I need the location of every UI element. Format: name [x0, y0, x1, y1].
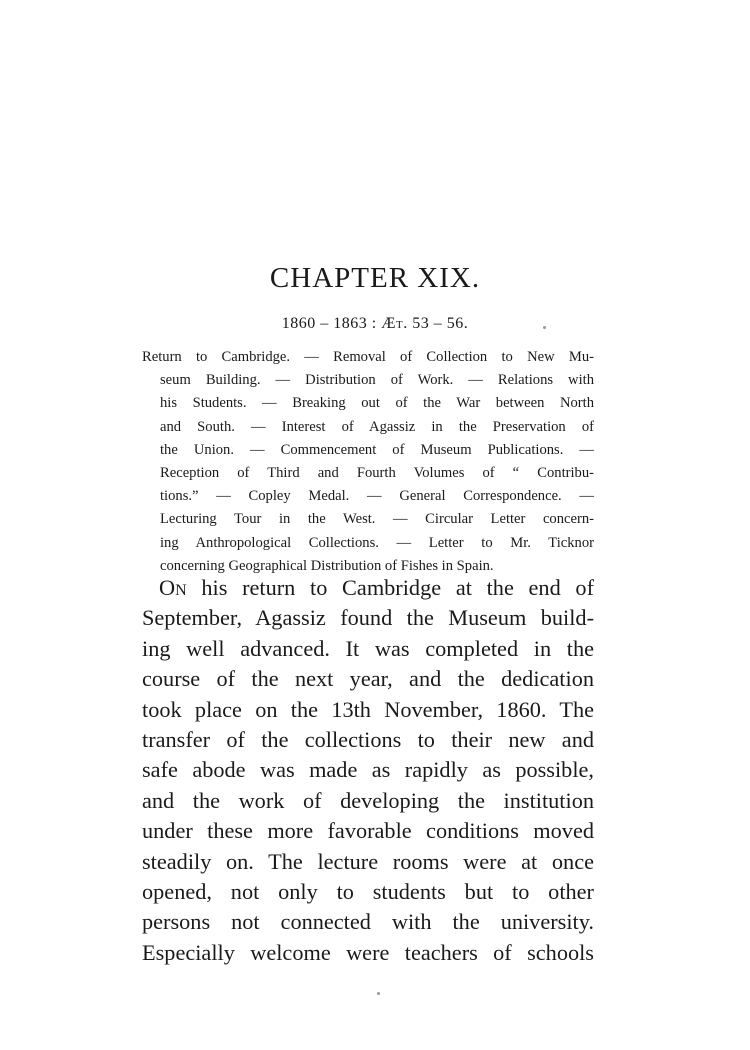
drop-word: On: [159, 575, 187, 600]
body-line: safe abode was made as rapidly as possible,: [142, 757, 594, 783]
summary-line: the Union. — Commencement of Museum Publications. —: [160, 441, 594, 458]
summary-line: Reception of Third and Fourth Volumes of “ Contribu-: [160, 465, 594, 482]
chapter-title: CHAPTER XIX.: [269, 262, 481, 294]
body-line: September, Agassiz found the Museum build-: [142, 605, 594, 631]
summary-line: Lecturing Tour in the West. — Circular Letter concern-: [160, 511, 594, 528]
paper-speck: [377, 992, 380, 995]
body-line: persons not connected with the university.: [142, 909, 594, 935]
body-line: course of the next year, and the dedication: [142, 666, 594, 692]
body-line: ing well advanced. It was completed in the: [142, 635, 594, 661]
body-line: steadily on. The lecture rooms were at once: [142, 848, 594, 874]
aet-label: Æt.: [381, 315, 408, 332]
body-line: took place on the 13th November, 1860. The: [142, 696, 594, 722]
summary-line: concerning Geographical Distribution of Fishes in Spain.: [160, 557, 494, 574]
summary-line: Return to Cambridge. — Removal of Collection to New Mu-: [142, 349, 594, 365]
paper-speck: [543, 326, 546, 329]
body-line: under these more favorable conditions moved: [142, 818, 594, 844]
chapter-years: 1860 – 1863 :: [281, 315, 377, 332]
summary-line: ing Anthropological Collections. — Letter to Mr. Ticknor: [160, 534, 594, 551]
chapter-date-range: [0, 315, 750, 333]
chapter-summary: [142, 346, 594, 578]
summary-line: his Students. — Breaking out of the War between North: [160, 395, 594, 412]
body-line: and the work of developing the institution: [142, 787, 594, 813]
body-paragraph: [142, 573, 594, 968]
first-line-rest: his return to Cambridge at the end of: [186, 575, 594, 600]
body-line: opened, not only to students but to other: [142, 879, 594, 905]
summary-line: seum Building. — Distribution of Work. — Relations with: [160, 372, 594, 389]
body-line: Especially welcome were teachers of schools: [142, 939, 594, 965]
chapter-ages: 53 – 56.: [412, 315, 469, 332]
summary-line: tions.” — Copley Medal. — General Correspondence. —: [160, 488, 594, 505]
body-line: transfer of the collections to their new and: [142, 727, 594, 753]
summary-line: and South. — Interest of Agassiz in the Preservation of: [160, 418, 594, 435]
body-line-first: [142, 573, 594, 603]
